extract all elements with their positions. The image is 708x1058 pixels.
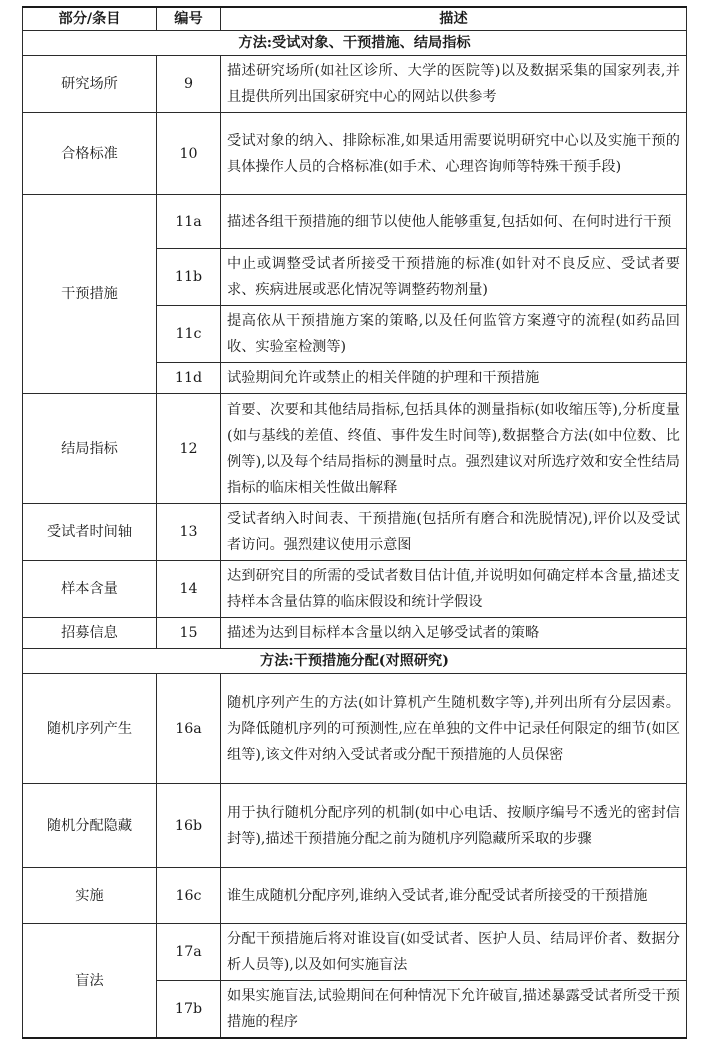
row-part: 干预措施 xyxy=(23,195,157,394)
row-number: 15 xyxy=(157,618,221,649)
row-number: 17a xyxy=(157,924,221,981)
section-title: 方法:干预措施分配(对照研究) xyxy=(23,649,687,674)
row-part: 招募信息 xyxy=(23,618,157,649)
row-description: 受试者纳入时间表、干预措施(包括所有磨合和洗脱情况),评价以及受试者访问。强烈建议使用示意图 xyxy=(221,504,687,561)
table-row xyxy=(23,868,687,924)
row-number: 14 xyxy=(157,561,221,618)
row-part: 实施 xyxy=(23,868,157,924)
row-number: 11a xyxy=(157,195,221,249)
row-number: 17b xyxy=(157,981,221,1039)
row-description: 描述各组干预措施的细节以使他人能够重复,包括如何、在何时进行干预 xyxy=(221,195,687,249)
row-number: 12 xyxy=(157,394,221,504)
row-part: 随机序列产生 xyxy=(23,674,157,784)
row-description: 描述为达到目标样本含量以纳入足够受试者的策略 xyxy=(221,618,687,649)
table-row xyxy=(23,924,687,981)
row-description: 中止或调整受试者所接受干预措施的标准(如针对不良反应、受试者要求、疾病进展或恶化情况等调整药物剂量) xyxy=(221,249,687,306)
row-number: 11b xyxy=(157,249,221,306)
table-row xyxy=(23,618,687,649)
row-description: 谁生成随机分配序列,谁纳入受试者,谁分配受试者所接受的干预措施 xyxy=(221,868,687,924)
section-title: 方法:受试对象、干预措施、结局指标 xyxy=(23,31,687,56)
header-number: 编号 xyxy=(157,7,221,31)
row-description: 提高依从干预措施方案的策略,以及任何监管方案遵守的流程(如药品回收、实验室检测等) xyxy=(221,306,687,363)
row-description: 试验期间允许或禁止的相关伴随的护理和干预措施 xyxy=(221,363,687,394)
row-number: 16a xyxy=(157,674,221,784)
section-row xyxy=(23,649,687,674)
row-number: 11c xyxy=(157,306,221,363)
header-part: 部分/条目 xyxy=(23,7,157,31)
checklist-table xyxy=(22,6,687,1039)
table-row xyxy=(23,195,687,249)
table-row xyxy=(23,113,687,195)
table-row xyxy=(23,504,687,561)
row-description: 用于执行随机分配序列的机制(如中心电话、按顺序编号不透光的密封信封等),描述干预措施分配之前为随机序列隐藏所采取的步骤 xyxy=(221,784,687,868)
row-description: 随机序列产生的方法(如计算机产生随机数字等),并列出所有分层因素。为降低随机序列的可预测性,应在单独的文件中记录任何限定的细节(如区组等),该文件对纳入受试者或分配干预措施的人员保密 xyxy=(221,674,687,784)
row-number: 13 xyxy=(157,504,221,561)
row-description: 首要、次要和其他结局指标,包括具体的测量指标(如收缩压等),分析度量(如与基线的差值、终值、事件发生时间等),数据整合方法(如中位数、比例等),以及每个结局指标的测量时点。强烈建议对所选疗效和安全性结局指标的临床相关性做出解释 xyxy=(221,394,687,504)
row-part: 盲法 xyxy=(23,924,157,1039)
row-description: 达到研究目的所需的受试者数目估计值,并说明如何确定样本含量,描述支持样本含量估算的临床假设和统计学假设 xyxy=(221,561,687,618)
table-row xyxy=(23,56,687,113)
row-description: 如果实施盲法,试验期间在何种情况下允许破盲,描述暴露受试者所受干预措施的程序 xyxy=(221,981,687,1039)
row-part: 随机分配隐藏 xyxy=(23,784,157,868)
row-description: 描述研究场所(如社区诊所、大学的医院等)以及数据采集的国家列表,并且提供所列出国家研究中心的网站以供参考 xyxy=(221,56,687,113)
row-description: 受试对象的纳入、排除标准,如果适用需要说明研究中心以及实施干预的具体操作人员的合格标准(如手术、心理咨询师等特殊干预手段) xyxy=(221,113,687,195)
row-part: 结局指标 xyxy=(23,394,157,504)
table-row xyxy=(23,784,687,868)
row-description: 分配干预措施后将对谁设盲(如受试者、医护人员、结局评价者、数据分析人员等),以及如何实施盲法 xyxy=(221,924,687,981)
row-number: 16c xyxy=(157,868,221,924)
section-row xyxy=(23,31,687,56)
table-row xyxy=(23,394,687,504)
table-row xyxy=(23,674,687,784)
header-row xyxy=(23,7,687,31)
row-number: 16b xyxy=(157,784,221,868)
table-row xyxy=(23,561,687,618)
row-part: 样本含量 xyxy=(23,561,157,618)
row-part: 研究场所 xyxy=(23,56,157,113)
row-number: 11d xyxy=(157,363,221,394)
row-number: 10 xyxy=(157,113,221,195)
row-part: 合格标准 xyxy=(23,113,157,195)
row-part: 受试者时间轴 xyxy=(23,504,157,561)
header-description: 描述 xyxy=(221,7,687,31)
row-number: 9 xyxy=(157,56,221,113)
